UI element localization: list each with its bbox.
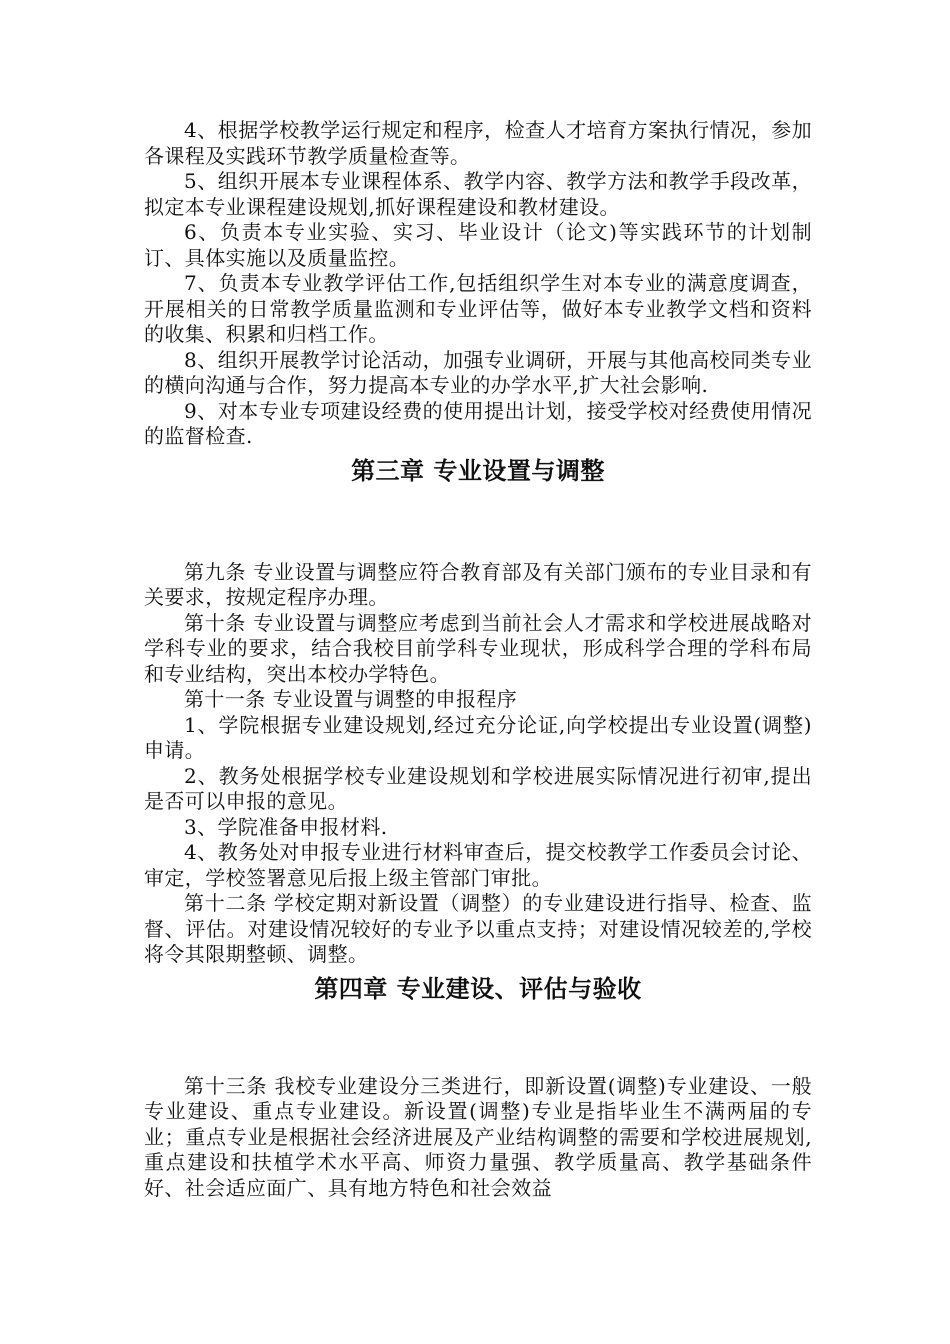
paragraph-item-9: 9、对本专业专项建设经费的使用提出计划，接受学校对经费使用情况的监督检查. [144,398,812,448]
article-11-step-3: 3、学院准备申报材料. [184,814,388,839]
article-13: 第十三条 我校专业建设分三类进行，即新设置(调整)专业建设、一般专业建设、重点专业建设。新设置(调整)专业是指毕业生不满两届的专业；重点专业是根据社会经济进展及产业结构调整的需要和学校进展规划,重点建设和扶植学术水平高、师资力量强、教学质量高、教学基础条件好、社会适应面广、具有地方特色和社会效益 [144,1073,812,1200]
article-11-step-2: 2、教务处根据学校专业建设规划和学校进展实际情况进行初审,提出是否可以申报的意见。 [144,763,812,813]
article-11: 第十一条 专业设置与调整的申报程序 [184,687,518,711]
paragraph-item-7: 7、负责本专业教学评估工作,包括组织学生对本专业的满意度调查，开展相关的日常教学质量监测和专业评估等，做好本专业教学文档和资料的收集、积累和归档工作。 [144,271,812,346]
chapter-3-heading: 第三章 专业设置与调整 [351,455,605,485]
article-10: 第十条 专业设置与调整应考虑到当前社会人才需求和学校进展战略对学科专业的要求，结合我校目前学科专业现状，形成科学合理的学科布局和专业结构，突出本校办学特色。 [144,610,812,686]
paragraph-item-8: 8、组织开展教学讨论活动，加强专业调研，开展与其他高校同类专业的横向沟通与合作，努力提高本专业的办学水平,扩大社会影响. [144,347,812,397]
article-9: 第九条 专业设置与调整应符合教育部及有关部门颁布的专业目录和有关要求，按规定程序办理。 [144,559,812,609]
paragraph-item-4: 4、根据学校教学运行规定和程序，检查人才培育方案执行情况，参加各课程及实践环节教学质量检查等。 [144,118,812,168]
spacer [144,488,812,560]
spacer [144,1006,812,1074]
chapter-4-heading: 第四章 专业建设、评估与验收 [314,973,642,1003]
paragraph-item-6: 6、负责本专业实验、实习、毕业设计（论文)等实践环节的计划制订、具体实施以及质量监控。 [144,220,812,270]
article-11-step-1: 1、学院根据专业建设规划,经过充分论证,向学校提出专业设置(调整)申请。 [144,712,812,762]
article-11-step-4: 4、教务处对申报专业进行材料审查后，提交校教学工作委员会讨论、审定，学校签署意见后报上级主管部门审批。 [144,840,812,890]
document-page [144,118,812,1201]
paragraph-item-5: 5、组织开展本专业课程体系、教学内容、教学方法和教学手段改革，拟定本专业课程建设规划,抓好课程建设和教材建设。 [144,169,812,219]
article-12: 第十二条 学校定期对新设置（调整）的专业建设进行指导、检查、监督、评估。对建设情况较好的专业予以重点支持；对建设情况较差的,学校将令其限期整顿、调整。 [144,891,812,966]
